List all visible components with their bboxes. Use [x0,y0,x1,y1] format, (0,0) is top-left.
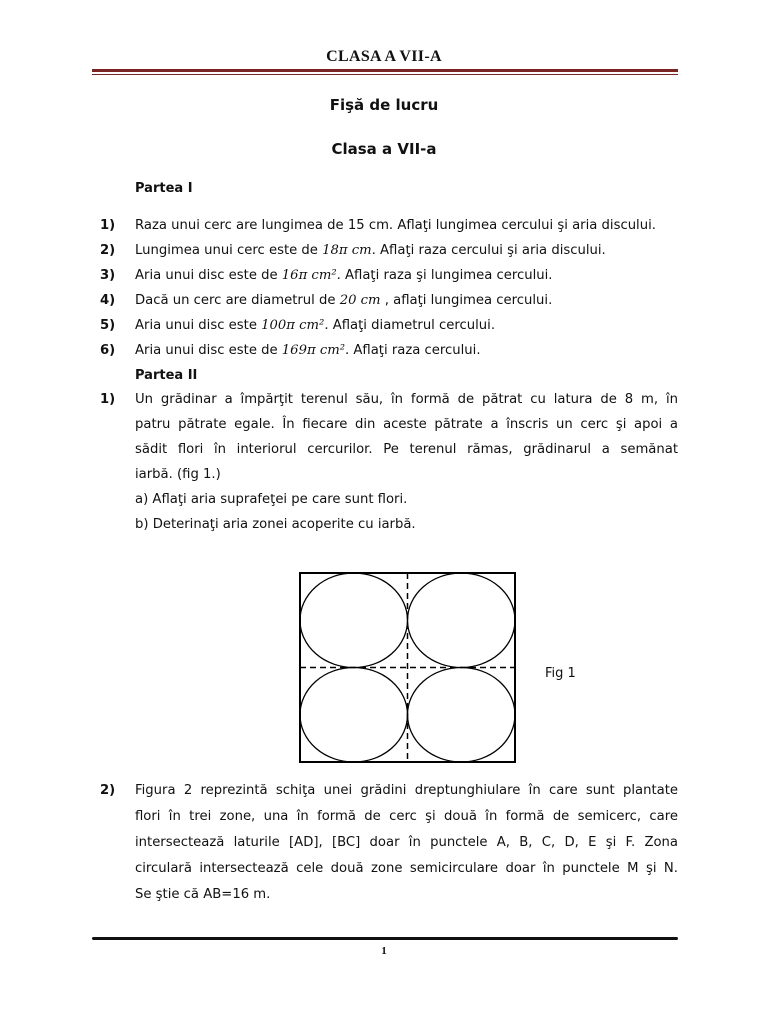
document-subtitle: Clasa a VII-a [331,140,437,158]
figure-1-circle-top-right [408,573,516,668]
footer-rule [92,937,678,940]
page-number: 1 [381,945,387,957]
part-1-item-text-end: Aflaţi raza cercului. [349,343,481,358]
problem-2-number: 2) [100,783,116,798]
part-1-item-number: 1) [100,218,116,233]
part-1-heading: Partea I [135,181,193,196]
part-1-item-number: 5) [100,318,116,333]
part-1-item-number: 3) [100,268,116,283]
problem-2-line: intersectează laturile [AD], [BC] doar în punctele A, B, C, D, E şi F. Zona [135,835,678,850]
part-1-item-number: 4) [100,293,116,308]
problem-1-line: iarbă. (fig 1.) [135,467,221,482]
figure-1-circle-top-left [300,573,408,668]
problem-1-line: Un grădinar a împărţit terenul său, în formă de pătrat cu latura de 8 m, în [135,392,678,407]
part-1-item-math: 16π cm². [281,268,341,283]
header-title: CLASA A VII-A [326,48,442,65]
document-title: Fişă de lucru [329,96,439,114]
part-1-item-text-start: Raza unui cerc are lungimea de 15 cm. Aflaţi lungimea cercului şi aria discului. [135,218,656,233]
part-1-item-text-end: Aflaţi diametrul cercului. [328,318,496,333]
problem-2-line: Se ştie că AB=16 m. [135,887,271,902]
problem-2-line: circulară intersectează cele două zone semicirculare doar în punctele M şi N. [135,861,678,876]
part-1-item-math: 169π cm². [281,343,350,358]
part-2-heading: Partea II [135,368,198,383]
part-1-item-math: 100π cm². [261,318,329,333]
part-1-item-math: 18π cm. [322,243,376,258]
figure-1-label: Fig 1 [545,666,576,681]
part-1-item-math: 20 cm [339,293,381,308]
part-1-item-text-start: Aria unui disc este de [135,343,282,358]
part-1-item-text-end: Aflaţi raza şi lungimea cercului. [340,268,553,283]
part-1-item-text-start: Aria unui disc este [135,318,262,333]
problem-1-line: sădit flori în interiorul cercurilor. Pe terenul rămas, grădinarul a semănat [135,442,678,457]
problem-1-line: patru pătrate egale. În fiecare din aceste pătrate a înscris un cerc şi apoi a [135,417,678,432]
part-1-item-text-start: Dacă un cerc are diametrul de [135,293,340,308]
part-1-item-number: 2) [100,243,116,258]
figure-1-circle-bottom-left [300,668,408,763]
part-1-item-text-start: Aria unui disc este de [135,268,282,283]
part-1-item-text-end: , aflaţi lungimea cercului. [380,293,553,308]
problem-1-number: 1) [100,392,116,407]
figure-1-circle-bottom-right [408,668,516,763]
problem-2-line: flori în trei zone, una în formă de cerc şi două în formă de semicerc, care [135,809,678,824]
part-1-item-number: 6) [100,343,116,358]
part-1-item-text-end: Aflaţi raza cercului şi aria discului. [375,243,606,258]
problem-1-subquestion-a: a) Aflaţi aria suprafeţei pe care sunt flori. [135,492,408,507]
problem-2-line: Figura 2 reprezintă schiţa unei grădini dreptunghiulare în care sunt plantate [135,783,678,798]
problem-1-subquestion-b: b) Deterinaţi aria zonei acoperite cu iarbă. [135,517,416,532]
part-1-item-text-start: Lungimea unui cerc este de [135,243,323,258]
